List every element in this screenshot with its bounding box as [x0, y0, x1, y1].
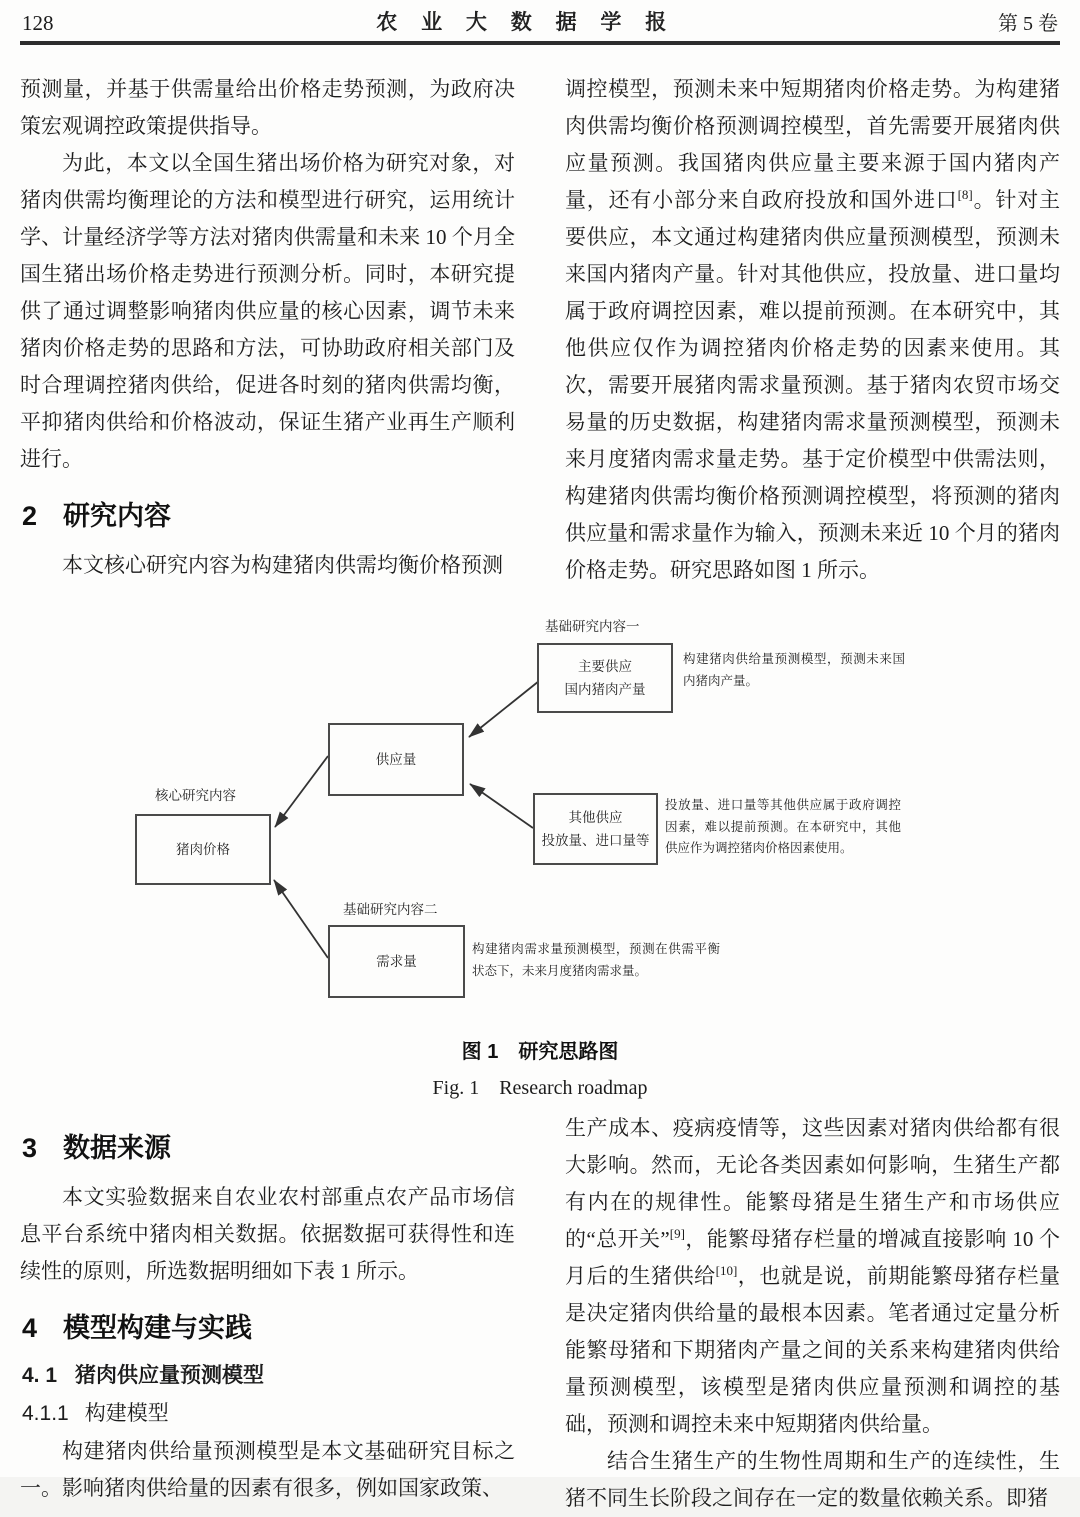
left-column-bottom — [20, 1110, 515, 1517]
paragraph: 本文实验数据来自农业农村部重点农产品市场信息平台系统中猪肉相关数据。依据数据可获得性和连续性的原则，所选数据明细如下表 1 所示。 — [20, 1185, 515, 1283]
arrow-other-supply-to-supply — [470, 784, 533, 828]
subsection-title: 猪肉供应量预测模型 — [75, 1364, 265, 1387]
annotation-other-supply: 投放量、进口量等其他供应属于政府调控因素，难以提前预测。在本研究中，其他供应作为调控猪肉价格因素使用。 — [665, 798, 901, 855]
subsection-heading-4-1 — [22, 1359, 515, 1389]
annotation-demand: 构建猪肉需求量预测模型，预测在供需平衡状态下，未来月度猪肉需求量。 — [472, 942, 720, 978]
figure-1-diagram — [0, 603, 1080, 1023]
section-title: 研究内容 — [63, 501, 172, 531]
arrow-demand-to-price — [274, 880, 328, 958]
citation-ref: [10] — [715, 1263, 738, 1278]
figure-caption-en: Fig. 1 Research roadmap — [432, 1077, 648, 1099]
label-core-research: 核心研究内容 — [155, 788, 236, 803]
section-number: 3 — [22, 1133, 38, 1163]
section-heading-3 — [22, 1126, 515, 1165]
section-title: 模型构建与实践 — [63, 1313, 253, 1343]
left-column-top — [20, 71, 515, 589]
subsection-number: 4. 1 — [22, 1364, 58, 1387]
paragraph: 生产成本、疫病疫情等，这些因素对猪肉供给都有很大影响。然而，无论各类因素如何影响，生猪生产都有内在的规律性。能繁母猪是生猪生产和市场供应的“总开关”[9]，能繁母猪存栏量的增减直接影响 10 个月后的生猪供给[10]，也就是说，前期能繁母猪存栏量是决定猪肉供给量的最根本因素。笔者通过定量分析能繁母猪和下期猪肉产量之间的关系来构建猪肉供给量预测模型，该模型是猪肉供应量预测和调控的基础，预测和调控未来中短期猪肉供给量。 — [565, 1116, 1061, 1436]
paragraph: 结合生猪生产的生物性周期和生产的连续性，生猪不同生长阶段之间存在一定的数量依赖关系。即猪 — [565, 1449, 1060, 1510]
subsection-title: 构建模型 — [84, 1402, 169, 1425]
section-number: 2 — [22, 501, 38, 531]
node-main-supply: 主要供应 国内猪肉产量 — [537, 643, 673, 713]
paragraph: 调控模型，预测未来中短期猪肉价格走势。为构建猪肉供需均衡价格预测调控模型，首先需要开展猪肉供应量预测。我国猪肉供应量主要来源于国内猪肉产量，还有小部分来自政府投放和国外进口[8]。针对主要供应，本文通过构建猪肉供应量预测模型，预测未来国内猪肉产量。针对其他供应，投放量、进口量均属于政府调控因素，难以提前预测。在本研究中，其他供应仅作为调控猪肉价格走势的因素来使用。其次，需要开展猪肉需求量预测。基于猪肉农贸市场交易量的历史数据，构建猪肉需求量预测模型，预测未来月度猪肉需求量走势。基于定价模型中供需法则，构建猪肉供需均衡价格预测调控模型，将预测的猪肉供应量和需求量作为输入，预测未来近 10 个月的猪肉价格走势。研究思路如图 1 所示。 — [565, 77, 1061, 582]
arrow-main-supply-to-supply — [469, 681, 539, 737]
arrow-supply-to-price — [275, 756, 328, 827]
volume-label: 第 5 卷 — [997, 13, 1058, 35]
citation-ref: [8] — [957, 187, 973, 202]
node-other-supply: 其他供应 投放量、进口量等 — [533, 793, 658, 865]
top-columns — [0, 71, 1080, 589]
subsection-number: 4.1.1 — [22, 1402, 69, 1425]
node-demand-quantity: 需求量 — [328, 925, 465, 998]
page-header — [0, 0, 1080, 38]
section-heading-4 — [22, 1306, 515, 1345]
section-number: 4 — [22, 1313, 38, 1343]
annotation-main-supply: 构建猪肉供给量预测模型，预测未来国内猪肉产量。 — [683, 652, 905, 688]
paragraph: 本文核心研究内容为构建猪肉供需均衡价格预测 — [62, 553, 503, 577]
header-rule — [20, 41, 1060, 45]
right-column-top — [565, 71, 1060, 589]
journal-title: 农 业 大 数 据 学 报 — [376, 11, 676, 34]
label-basic-research-2: 基础研究内容二 — [343, 902, 438, 917]
node-supply-quantity: 供应量 — [328, 723, 464, 796]
right-column-bottom — [565, 1110, 1060, 1517]
label-basic-research-1: 基础研究内容一 — [545, 619, 640, 634]
subsection-heading-4-1-1 — [22, 1397, 515, 1427]
section-heading-2 — [22, 494, 515, 533]
paragraph: 为此，本文以全国生猪出场价格为研究对象，对猪肉供需均衡理论的方法和模型进行研究，运用统计学、计量经济学等方法对猪肉供需量和未来 10 个月全国生猪出场价格走势进行预测分析。同时，本研究提供了通过调整影响猪肉供应量的核心因素，调节未来猪肉价格走势的思路和方法，可协助政府相关部门及时合理调控猪肉供给，促进各时刻的猪肉供需均衡，平抑猪肉供给和价格波动，保证生猪产业再生产顺利进行。 — [20, 151, 515, 471]
section-title: 数据来源 — [63, 1133, 172, 1163]
citation-ref: [9] — [669, 1226, 685, 1241]
page-number: 128 — [22, 11, 54, 35]
figure-caption-zh: 图 1 研究思路图 — [461, 1041, 619, 1063]
node-pork-price: 猪肉价格 — [135, 814, 271, 885]
paragraph: 构建猪肉供给量预测模型是本文基础研究目标之一。影响猪肉供给量的因素有很多，例如国家政策、 — [20, 1439, 515, 1500]
paragraph: 预测量，并基于供需量给出价格走势预测，为政府决策宏观调控政策提供指导。 — [20, 77, 515, 138]
bottom-columns — [0, 1110, 1080, 1517]
